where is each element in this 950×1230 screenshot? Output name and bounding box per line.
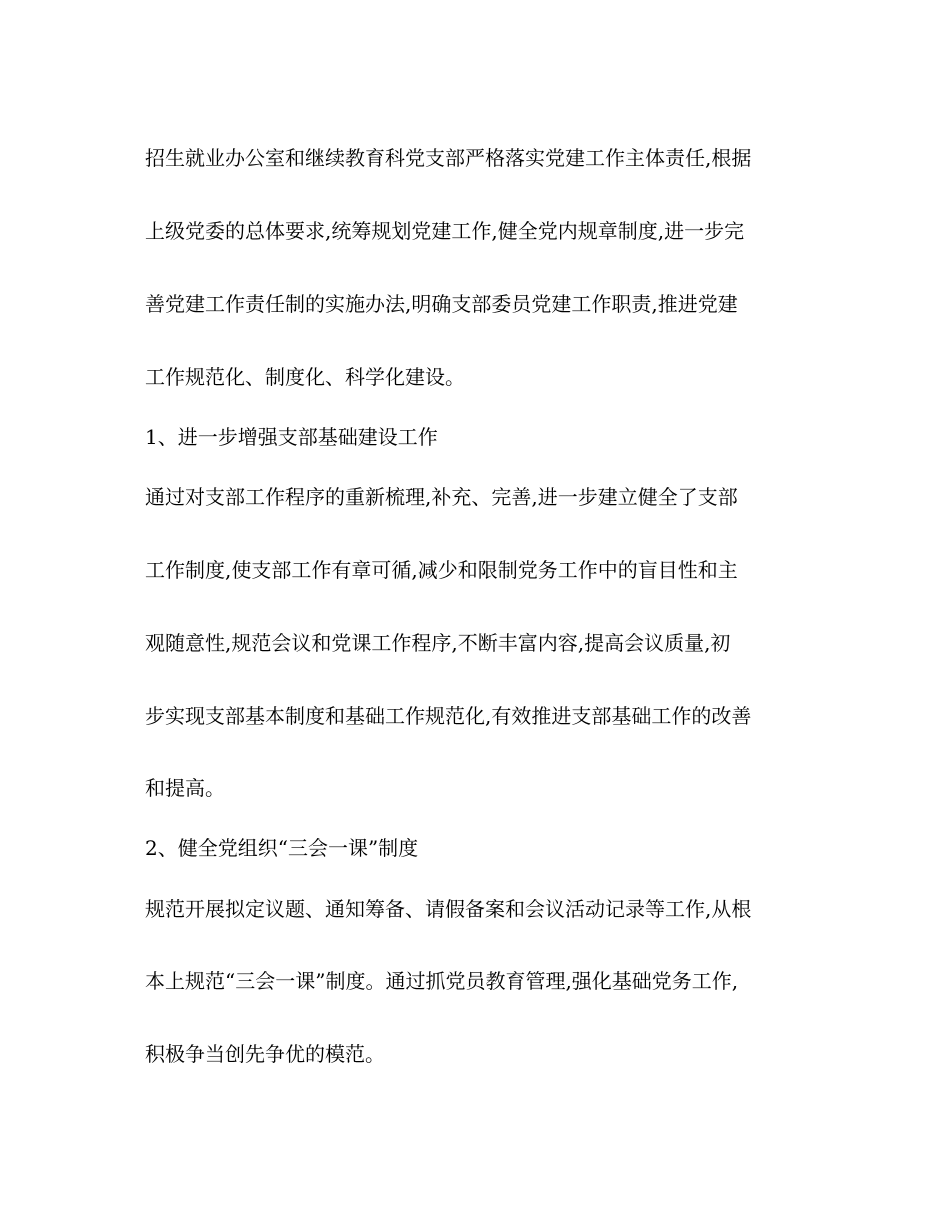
paragraph-1-line-4: 工作规范化、制度化、科学化建设。 xyxy=(145,365,465,389)
paragraph-3-line-1: 规范开展拟定议题、通知筹备、请假备案和会议活动记录等工作,从根 xyxy=(145,897,752,921)
section-heading-1: 1、进一步增强支部基础建设工作 xyxy=(145,425,438,449)
paragraph-2-line-1: 通过对支部工作程序的重新梳理,补充、完善,进一步建立健全了支部 xyxy=(145,485,738,509)
paragraph-2-line-3: 观随意性,规范会议和党课工作程序,不断丰富内容,提高会议质量,初 xyxy=(145,631,731,655)
paragraph-3-line-3: 积极争当创先争优的模范。 xyxy=(145,1042,385,1066)
paragraph-1-line-2: 上级党委的总体要求,统筹规划党建工作,健全党内规章制度,进一步完 xyxy=(145,219,745,243)
paragraph-1-line-3: 善党建工作责任制的实施办法,明确支部委员党建工作职责,推进党建 xyxy=(145,292,738,316)
paragraph-2-line-4: 步实现支部基本制度和基础工作规范化,有效推进支部基础工作的改善 xyxy=(145,704,752,728)
section-heading-2: 2、健全党组织“三会一课”制度 xyxy=(145,836,419,860)
paragraph-2-line-2: 工作制度,使支部工作有章可循,减少和限制党务工作中的盲目性和主 xyxy=(145,558,738,582)
paragraph-3-line-2: 本上规范“三会一课”制度。通过抓党员教育管理,强化基础党务工作, xyxy=(145,969,739,993)
paragraph-1-line-1: 招生就业办公室和继续教育科党支部严格落实党建工作主体责任,根据 xyxy=(145,146,752,170)
paragraph-2-line-5: 和提高。 xyxy=(145,776,225,800)
